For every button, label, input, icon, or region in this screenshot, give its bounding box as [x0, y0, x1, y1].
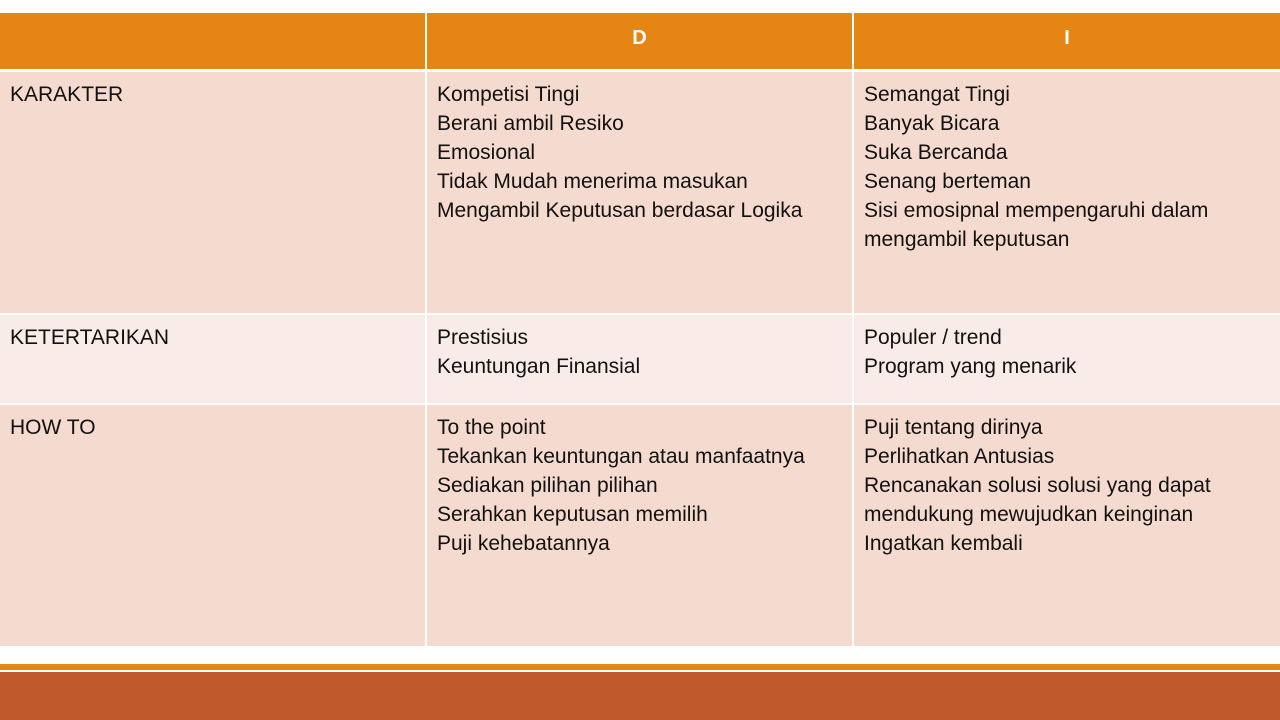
list-item: Sediakan pilihan pilihan	[437, 474, 658, 497]
row-label-how-to: HOW TO	[0, 404, 426, 647]
footer-accent-bar	[0, 664, 1280, 670]
list-item: Banyak Bicara	[864, 112, 1000, 135]
list-item: Tekankan keuntungan atau manfaatnya	[437, 445, 805, 468]
header-cell-i: I	[853, 13, 1280, 71]
row-label-ketertarikan: KETERTARIKAN	[0, 314, 426, 404]
cell-ketertarikan-d	[426, 314, 853, 404]
row-label-karakter: KARAKTER	[0, 71, 426, 315]
list-item: Puji kehebatannya	[437, 532, 610, 555]
header-cell-empty	[0, 13, 426, 71]
disc-comparison-table	[0, 13, 1280, 648]
list-item: Semangat Tingi	[864, 83, 1010, 106]
cell-karakter-i	[853, 71, 1280, 315]
list-item: Tidak Mudah menerima masukan	[437, 170, 748, 193]
list-item: Program yang menarik	[864, 355, 1077, 378]
table-header-row	[0, 13, 1280, 71]
list-item: Kompetisi Tingi	[437, 83, 580, 106]
list-item: Perlihatkan Antusias	[864, 445, 1055, 468]
footer-bar	[0, 672, 1280, 720]
header-cell-d: D	[426, 13, 853, 71]
list-item: Rencanakan solusi solusi yang dapat mendukung mewujudkan keinginan	[864, 474, 1211, 526]
list-item: Berani ambil Resiko	[437, 112, 624, 135]
cell-ketertarikan-i	[853, 314, 1280, 404]
list-item: Keuntungan Finansial	[437, 355, 641, 378]
table-row-ketertarikan	[0, 314, 1280, 404]
list-item: Emosional	[437, 141, 536, 164]
cell-how-to-d	[426, 404, 853, 647]
list-item: Suka Bercanda	[864, 141, 1008, 164]
cell-karakter-d	[426, 71, 853, 315]
list-item: Serahkan keputusan memilih	[437, 503, 708, 526]
table-row-karakter	[0, 71, 1280, 315]
list-item: Puji tentang dirinya	[864, 416, 1043, 439]
list-item: Mengambil Keputusan berdasar Logika	[437, 199, 803, 222]
list-item: Sisi emosipnal mempengaruhi dalam mengambil keputusan	[864, 199, 1209, 251]
list-item: Prestisius	[437, 326, 529, 349]
list-item: To the point	[437, 416, 546, 439]
list-item: Senang berteman	[864, 170, 1031, 193]
table-row-how-to	[0, 404, 1280, 647]
cell-how-to-i	[853, 404, 1280, 647]
list-item: Populer / trend	[864, 326, 1002, 349]
list-item: Ingatkan kembali	[864, 532, 1023, 555]
